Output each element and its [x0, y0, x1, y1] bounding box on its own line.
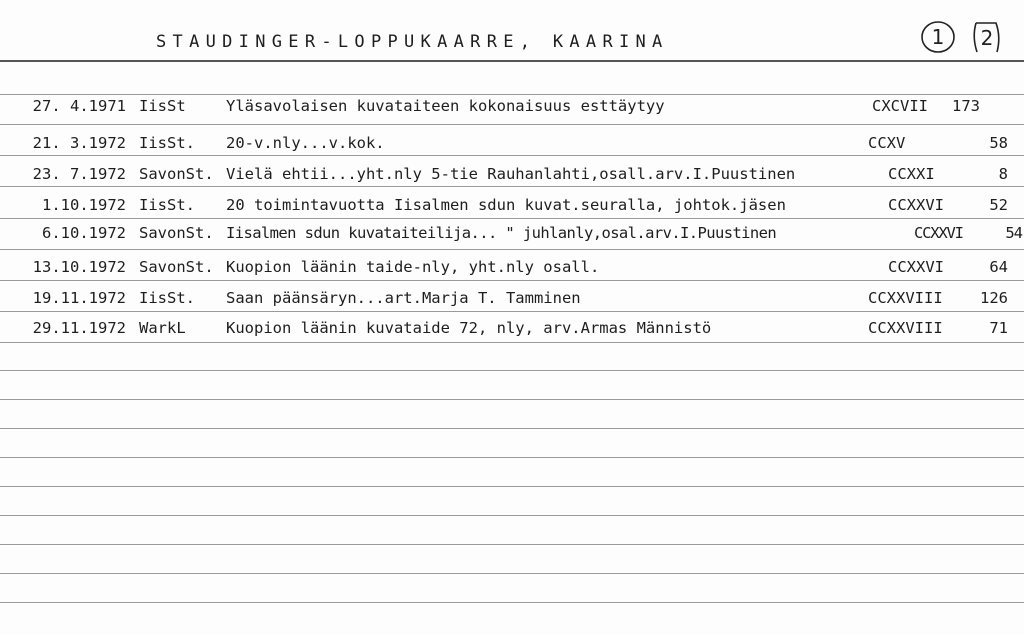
page-mark-2-text: 2 [980, 26, 994, 50]
entry-date: 13.10.1972 [32, 258, 126, 276]
entry-source: WarkL [139, 319, 186, 337]
entry-text: Saan päänsäryn...art.Marja T. Tamminen [226, 289, 581, 307]
entry-page: 126 [980, 289, 1008, 307]
entry-volume: CCXXVI [888, 258, 944, 276]
entry-source: IisSt [139, 97, 186, 115]
entry-row [0, 192, 1024, 220]
entry-text: Yläsavolaisen kuvataiteen kokonaisuus esttäytyy [226, 97, 665, 115]
entry-page: 54 [1005, 224, 1022, 242]
entry-date: 23. 7.1972 [32, 165, 126, 183]
entry-volume: CCXXVI [914, 224, 963, 242]
entry-source: IisSt. [139, 134, 195, 152]
rule-line [0, 486, 1024, 487]
entry-row [0, 285, 1024, 313]
entry-volume: CCXV [868, 134, 906, 152]
rule-line [0, 602, 1024, 603]
entry-source: SavonSt. [139, 165, 214, 183]
entry-source: IisSt. [139, 196, 195, 214]
entry-date: 29.11.1972 [32, 319, 126, 337]
entry-page: 8 [998, 165, 1008, 183]
page-mark-2-boxed [974, 23, 999, 52]
rule-line [0, 428, 1024, 429]
entry-volume: CCXXVIII [868, 289, 943, 307]
rule-line [0, 249, 1024, 250]
rule-line [0, 399, 1024, 400]
entry-text: Vielä ehtii...yht.nly 5-tie Rauhanlahti,osall.arv.I.Puustinen [226, 165, 796, 183]
card-title: STAUDINGER-LOPPUKAARRE, KAARINA [156, 32, 669, 52]
entry-row [0, 93, 1024, 121]
entry-text: Kuopion läänin kuvataide 72, nly, arv.Armas Männistö [226, 319, 712, 337]
rule-line [0, 544, 1024, 545]
entry-page: 173 [952, 97, 980, 115]
entry-date: 27. 4.1971 [32, 97, 126, 115]
entry-row [0, 315, 1024, 343]
entry-date: 1.10.1972 [42, 196, 126, 214]
entry-volume: CXCVII [872, 97, 928, 115]
rule-line [0, 124, 1024, 125]
entry-volume: CCXXVIII [868, 319, 943, 337]
entry-source: IisSt. [139, 289, 195, 307]
rule-line [0, 457, 1024, 458]
entry-row [0, 161, 1024, 189]
entry-page: 71 [989, 319, 1008, 337]
rule-line [0, 573, 1024, 574]
entry-page: 52 [989, 196, 1008, 214]
entry-row [0, 254, 1024, 282]
page-mark-1-circled [922, 22, 954, 52]
entry-text: Iisalmen sdun kuvataiteilija... " juhlanly,osal.arv.I.Puustinen [226, 224, 777, 242]
entry-source: SavonSt. [139, 224, 214, 242]
header-rule [0, 60, 1024, 62]
entry-row [0, 130, 1024, 158]
page-marks [920, 18, 1020, 58]
entry-volume: CCXXI [888, 165, 935, 183]
entry-source: SavonSt. [139, 258, 214, 276]
entry-volume: CCXXVI [888, 196, 944, 214]
entry-date: 6.10.1972 [42, 224, 126, 242]
entry-row [0, 220, 1024, 248]
entry-date: 21. 3.1972 [32, 134, 126, 152]
entry-text: 20 toimintavuotta Iisalmen sdun kuvat.seuralla, johtok.jäsen [226, 196, 786, 214]
entry-page: 58 [989, 134, 1008, 152]
page-mark-1-text: 1 [931, 25, 945, 49]
entry-page: 64 [989, 258, 1008, 276]
rule-line [0, 515, 1024, 516]
entry-text: Kuopion läänin taide-nly, yht.nly osall. [226, 258, 600, 276]
entry-text: 20-v.nly...v.kok. [226, 134, 385, 152]
rule-line [0, 370, 1024, 371]
entry-date: 19.11.1972 [32, 289, 126, 307]
